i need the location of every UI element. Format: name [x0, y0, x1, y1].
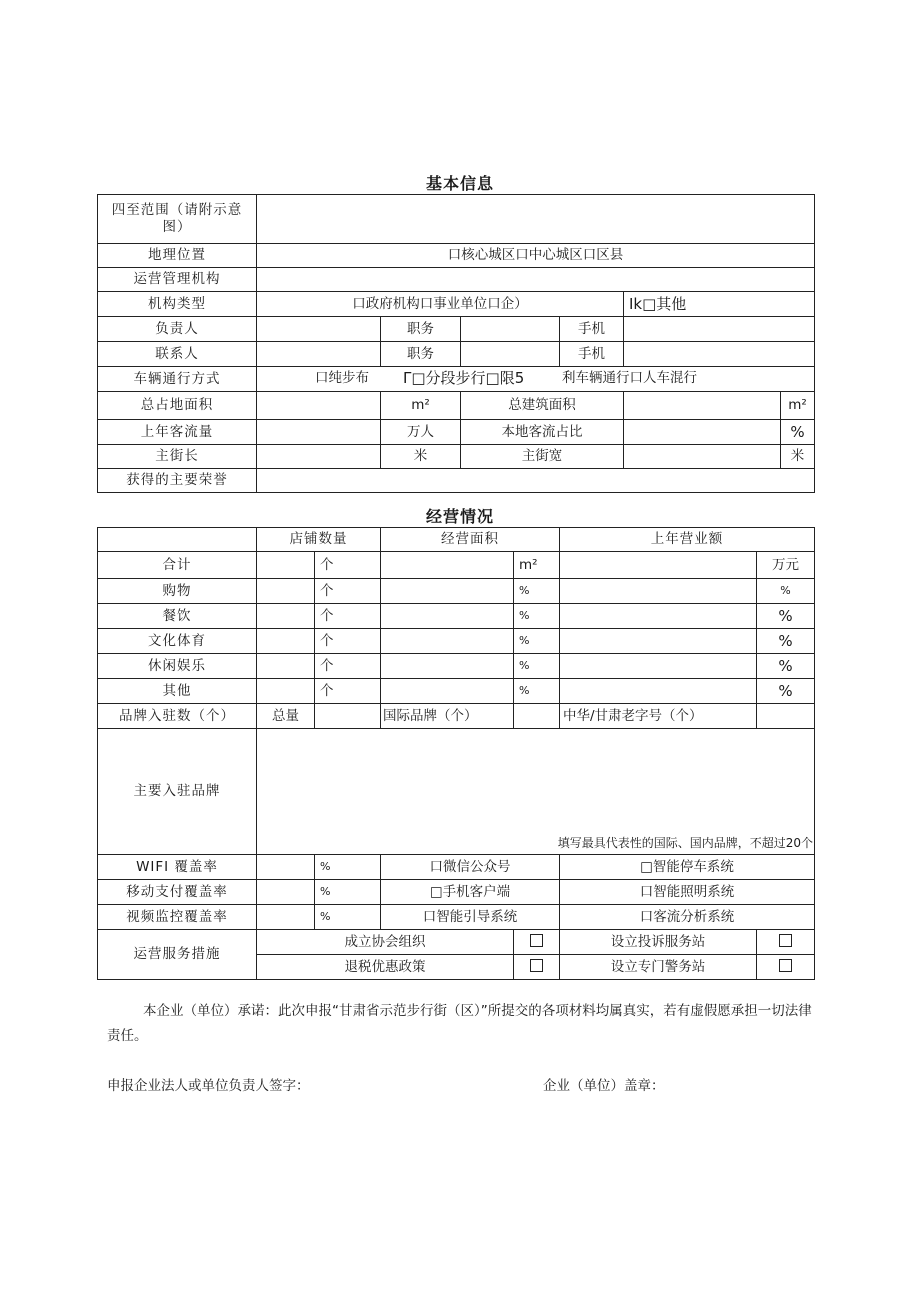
land-label: 总占地面积	[98, 392, 257, 420]
brand-total-label: 总量	[257, 704, 315, 729]
assoc-label: 成立协会组织	[257, 930, 514, 955]
wifi-row	[98, 855, 815, 880]
main-brands-note: 填写最具代表性的国际、国内品牌，不超过20个	[557, 836, 813, 850]
total-revenue-value[interactable]	[560, 552, 757, 579]
category-area-unit: %	[514, 604, 560, 629]
building-value[interactable]	[624, 392, 781, 420]
operations-table	[97, 527, 815, 980]
category-area-unit: %	[514, 654, 560, 679]
category-area-value[interactable]	[381, 654, 514, 679]
category-stores-unit: 个	[315, 654, 381, 679]
row-traffic	[98, 367, 815, 392]
honors-value[interactable]	[257, 469, 815, 493]
category-stores-value[interactable]	[257, 629, 315, 654]
mobile-app-option[interactable]: □手机客户端	[381, 880, 560, 905]
mobile-pay-row	[98, 880, 815, 905]
category-label: 其他	[98, 679, 257, 704]
row-manager	[98, 317, 815, 342]
wifi-unit: %	[315, 855, 381, 880]
category-area-unit: %	[514, 679, 560, 704]
contact-post-label: 职务	[381, 342, 461, 367]
category-revenue-value[interactable]	[560, 604, 757, 629]
category-stores-value[interactable]	[257, 579, 315, 604]
brand-intl-value[interactable]	[514, 704, 560, 729]
category-stores-unit: 个	[315, 579, 381, 604]
brand-intl-label: 国际品牌（个）	[381, 704, 514, 729]
smart-guide-option[interactable]: 口智能引导系统	[381, 905, 560, 930]
org-type-label: 机构类型	[98, 292, 257, 317]
street-width-value[interactable]	[624, 445, 781, 469]
police-label: 设立专门警务站	[560, 955, 757, 980]
category-stores-value[interactable]	[257, 654, 315, 679]
total-revenue-unit: 万元	[757, 552, 815, 579]
visitors-label: 上年客流量	[98, 420, 257, 445]
contact-phone-label: 手机	[560, 342, 624, 367]
video-value[interactable]	[257, 905, 315, 930]
category-revenue-unit: %	[757, 629, 815, 654]
basic-info-table	[97, 194, 815, 493]
local-ratio-unit: %	[781, 420, 815, 445]
total-label: 合计	[98, 552, 257, 579]
total-area-unit: m²	[514, 552, 560, 579]
row-visitors	[98, 420, 815, 445]
category-row	[98, 579, 815, 604]
location-options[interactable]: 口核心城区口中心城区口区县	[257, 244, 815, 268]
building-label: 总建筑面积	[461, 392, 624, 420]
category-revenue-value[interactable]	[560, 654, 757, 679]
contact-phone-value[interactable]	[624, 342, 815, 367]
ops-header-blank	[98, 528, 257, 552]
operations-title: 经营情况	[425, 507, 494, 526]
honors-label: 获得的主要荣誉	[98, 469, 257, 493]
header-revenue: 上年营业额	[560, 528, 815, 552]
manager-phone-label: 手机	[560, 317, 624, 342]
manager-phone-value[interactable]	[624, 317, 815, 342]
video-row	[98, 905, 815, 930]
police-checkbox[interactable]	[757, 955, 815, 980]
category-area-unit: %	[514, 629, 560, 654]
pledge-text: 本企业（单位）承诺：此次申报“甘肃省示范步行街（区）”所提交的各项材料均属真实，若有虚假愿承担一切法律责任。	[107, 1003, 812, 1044]
category-area-value[interactable]	[381, 629, 514, 654]
org-label: 运营管理机构	[98, 268, 257, 292]
contact-post-value[interactable]	[461, 342, 560, 367]
local-ratio-value[interactable]	[624, 420, 781, 445]
category-stores-unit: 个	[315, 604, 381, 629]
building-unit: m²	[781, 392, 815, 420]
brand-count-row	[98, 704, 815, 729]
row-honors	[98, 469, 815, 493]
main-brands-value[interactable]	[257, 729, 815, 855]
seal-label: 企业（单位）盖章：	[543, 1078, 665, 1094]
total-area-value[interactable]	[381, 552, 514, 579]
ops-total-row	[98, 552, 815, 579]
row-land	[98, 392, 815, 420]
local-ratio-label: 本地客流占比	[461, 420, 624, 445]
category-stores-value[interactable]	[257, 679, 315, 704]
category-stores-unit: 个	[315, 679, 381, 704]
tax-checkbox[interactable]	[514, 955, 560, 980]
row-street	[98, 445, 815, 469]
category-row	[98, 654, 815, 679]
scope-value[interactable]	[257, 195, 815, 244]
brand-count-label: 品牌入驻数（个）	[98, 704, 257, 729]
assoc-checkbox[interactable]	[514, 930, 560, 955]
category-revenue-unit: %	[757, 679, 815, 704]
category-label: 文化体育	[98, 629, 257, 654]
category-label: 休闲娱乐	[98, 654, 257, 679]
basic-info-title: 基本信息	[425, 174, 494, 193]
location-label: 地理位置	[98, 244, 257, 268]
flow-analysis-option[interactable]: 口客流分析系统	[560, 905, 815, 930]
category-revenue-value[interactable]	[560, 629, 757, 654]
row-contact	[98, 342, 815, 367]
category-area-unit: %	[514, 579, 560, 604]
category-stores-value[interactable]	[257, 604, 315, 629]
total-stores-unit: 个	[315, 552, 381, 579]
manager-post-value[interactable]	[461, 317, 560, 342]
category-label: 购物	[98, 579, 257, 604]
street-len-value[interactable]	[257, 445, 381, 469]
category-row	[98, 679, 815, 704]
land-value[interactable]	[257, 392, 381, 420]
category-revenue-value[interactable]	[560, 579, 757, 604]
manager-value[interactable]	[257, 317, 381, 342]
street-width-label: 主街宽	[461, 445, 624, 469]
row-org	[98, 268, 815, 292]
brand-total-value[interactable]	[315, 704, 381, 729]
category-revenue-unit: %	[757, 654, 815, 679]
visitors-unit: 万人	[381, 420, 461, 445]
traffic-opt-mixed[interactable]: 利车辆通行口人车混行	[562, 370, 697, 386]
land-unit: m²	[381, 392, 461, 420]
contact-value[interactable]	[257, 342, 381, 367]
services-row	[98, 930, 815, 955]
contact-label: 联系人	[98, 342, 257, 367]
video-unit: %	[315, 905, 381, 930]
main-brands-label: 主要入驻品牌	[98, 729, 257, 855]
smart-parking-option[interactable]: □智能停车系统	[560, 855, 815, 880]
mobile-pay-label: 移动支付覆盖率	[98, 880, 257, 905]
org-value[interactable]	[257, 268, 815, 292]
visitors-value[interactable]	[257, 420, 381, 445]
traffic-label: 车辆通行方式	[98, 367, 257, 392]
street-len-label: 主街长	[98, 445, 257, 469]
signature-label: 申报企业法人或单位负责人签字：	[107, 1078, 310, 1094]
services-label: 运营服务措施	[98, 930, 257, 980]
manager-label: 负责人	[98, 317, 257, 342]
brand-national-label: 中华/甘肃老字号（个）	[560, 704, 757, 729]
total-stores-value[interactable]	[257, 552, 315, 579]
complaint-label: 设立投诉服务站	[560, 930, 757, 955]
scope-label: 四至范围（请附示意图）	[98, 195, 257, 244]
row-scope	[98, 195, 815, 244]
category-revenue-value[interactable]	[560, 679, 757, 704]
category-area-value[interactable]	[381, 579, 514, 604]
org-type-other[interactable]: Ik□其他	[624, 292, 815, 317]
category-row	[98, 604, 815, 629]
traffic-opt-pure[interactable]: 口纯步布	[315, 370, 369, 386]
main-brands-row	[98, 729, 815, 855]
complaint-checkbox[interactable]	[757, 930, 815, 955]
header-area: 经营面积	[381, 528, 560, 552]
street-len-unit: 米	[381, 445, 461, 469]
traffic-opt-segment[interactable]: Γ□分段步行□限5	[403, 369, 525, 387]
header-stores: 店铺数量	[257, 528, 381, 552]
smart-lighting-option[interactable]: 口智能照明系统	[560, 880, 815, 905]
street-width-unit: 米	[781, 445, 815, 469]
category-revenue-unit: %	[757, 604, 815, 629]
category-row	[98, 629, 815, 654]
category-area-value[interactable]	[381, 679, 514, 704]
traffic-options[interactable]	[257, 367, 815, 392]
category-area-value[interactable]	[381, 604, 514, 629]
row-location	[98, 244, 815, 268]
tax-label: 退税优惠政策	[257, 955, 514, 980]
manager-post-label: 职务	[381, 317, 461, 342]
row-org-type	[98, 292, 815, 317]
wifi-label: WIFI 覆盖率	[98, 855, 257, 880]
video-label: 视频监控覆盖率	[98, 905, 257, 930]
category-stores-unit: 个	[315, 629, 381, 654]
category-label: 餐饮	[98, 604, 257, 629]
mobile-pay-unit: %	[315, 880, 381, 905]
org-type-options[interactable]: 口政府机构口事业单位口企）	[257, 292, 624, 317]
category-revenue-unit: %	[757, 579, 815, 604]
ops-header-row	[98, 528, 815, 552]
brand-national-value[interactable]	[757, 704, 815, 729]
mobile-pay-value[interactable]	[257, 880, 315, 905]
wechat-option[interactable]: 口微信公众号	[381, 855, 560, 880]
wifi-value[interactable]	[257, 855, 315, 880]
